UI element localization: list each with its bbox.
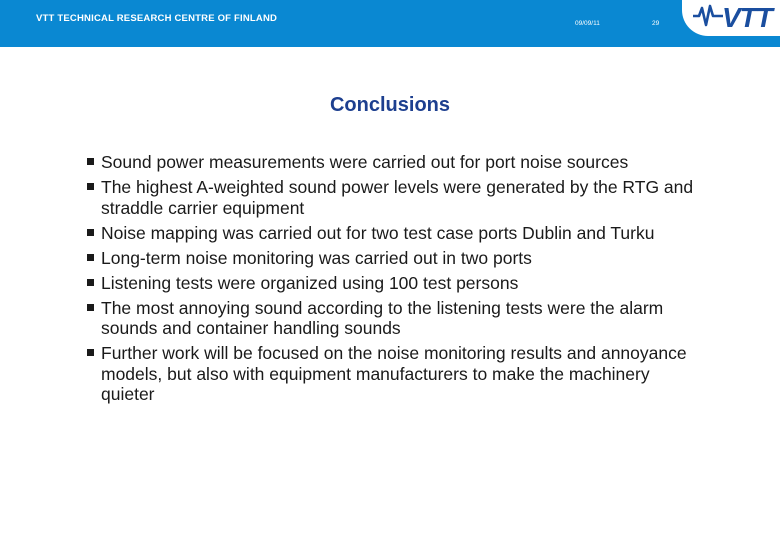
square-bullet-icon	[87, 349, 94, 356]
page-number: 29	[652, 20, 660, 27]
bullet-text: Listening tests were organized using 100 test persons	[101, 272, 519, 293]
square-bullet-icon	[87, 229, 94, 236]
organization-name: VTT TECHNICAL RESEARCH CENTRE OF FINLAND	[36, 13, 278, 24]
square-bullet-icon	[87, 183, 94, 190]
waveform-icon	[692, 3, 724, 29]
bullet-item	[86, 152, 706, 173]
bullet-text: Noise mapping was carried out for two test case ports Dublin and Turku	[101, 222, 655, 243]
bullet-item	[86, 248, 706, 269]
bullet-text: The most annoying sound according to the listening tests were the alarm sounds and container handling sounds	[101, 297, 664, 338]
slide-date: 09/09/11	[575, 20, 600, 27]
bullet-item	[86, 177, 706, 218]
bullet-item	[86, 298, 706, 339]
bullet-text: Further work will be focused on the noise monitoring results and annoyance models, but also with equipment manufacturers to make the machinery quieter	[101, 343, 687, 404]
bullet-item	[86, 343, 706, 405]
bullet-list	[86, 152, 706, 409]
bullet-text: Sound power measurements were carried out for port noise sources	[101, 152, 629, 172]
square-bullet-icon	[87, 304, 94, 311]
square-bullet-icon	[87, 158, 94, 165]
slide-title: Conclusions	[329, 94, 450, 116]
square-bullet-icon	[87, 254, 94, 261]
square-bullet-icon	[87, 279, 94, 286]
header-bar	[0, 0, 780, 47]
logo-text: VTT	[722, 2, 772, 33]
bullet-item	[86, 223, 706, 244]
bullet-text: Long-term noise monitoring was carried out in two ports	[101, 247, 532, 268]
bullet-item	[86, 273, 706, 294]
vtt-logo	[682, 0, 780, 36]
bullet-text: The highest A-weighted sound power levels were generated by the RTG and straddle carrier equipment	[101, 177, 694, 218]
